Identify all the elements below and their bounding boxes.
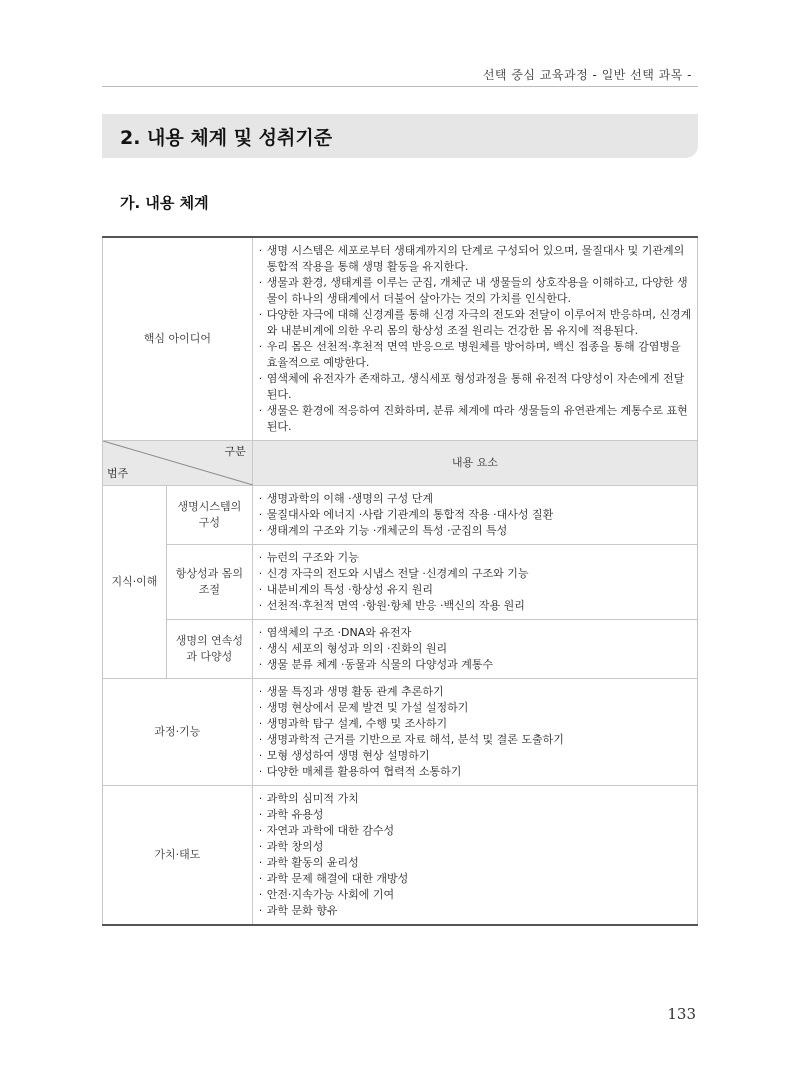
content-item: · 생식 세포의 형성과 의의 ·진화의 원리 xyxy=(259,641,693,657)
core-idea-row xyxy=(103,237,698,441)
content-item: · 생명과학 탐구 설계, 수행 및 조사하기 xyxy=(259,716,693,732)
content-item: · 과학 유용성 xyxy=(259,807,693,823)
content-item: · 다양한 매체를 활용하여 협력적 소통하기 xyxy=(259,764,693,780)
header-category: 범주 xyxy=(107,467,129,480)
section-banner xyxy=(102,114,698,158)
content-item: · 뉴런의 구조와 기능 xyxy=(259,550,693,566)
content-item: · 내분비계의 특성 ·항상성 유지 원리 xyxy=(259,582,693,598)
knowledge-label: 지식·이해 xyxy=(103,486,167,679)
core-idea-label: 핵심 아이디어 xyxy=(103,237,253,441)
content-item: · 생물 분류 체계 ·동물과 식물의 다양성과 계통수 xyxy=(259,657,693,673)
knowledge-sub-label: 생명시스템의 구성 xyxy=(166,486,252,545)
knowledge-items xyxy=(252,545,697,620)
knowledge-items xyxy=(252,620,697,679)
content-item: · 과학 문제 해결에 대한 개방성 xyxy=(259,871,693,887)
content-item: · 염색체의 구조 ·DNA와 유전자 xyxy=(259,625,693,641)
content-item: · 생명과학의 이해 ·생명의 구성 단계 xyxy=(259,491,693,507)
content-item: · 과학 문화 향유 xyxy=(259,903,693,919)
core-idea-item: · 생물은 환경에 적응하여 진화하며, 분류 체계에 따라 생물들의 유연관계는 계통수로 표현된다. xyxy=(259,403,693,435)
values-row xyxy=(103,786,698,926)
content-item: · 자연과 과학에 대한 감수성 xyxy=(259,823,693,839)
content-item: · 모형 생성하여 생명 현상 설명하기 xyxy=(259,748,693,764)
content-item: · 과학 활동의 윤리성 xyxy=(259,855,693,871)
core-idea-item: · 생명 시스템은 세포로부터 생태계까지의 단계로 구성되어 있으며, 물질대사 및 기관계의 통합적 작용을 통해 생명 활동을 유지한다. xyxy=(259,243,693,275)
content-item: · 생명과학적 근거를 기반으로 자료 해석, 분석 및 결론 도출하기 xyxy=(259,732,693,748)
table-header-row xyxy=(103,441,698,486)
content-item: · 과학의 심미적 가치 xyxy=(259,791,693,807)
process-items xyxy=(252,679,697,786)
content-item: · 생명 현상에서 문제 발견 및 가설 설정하기 xyxy=(259,700,693,716)
core-idea-item: · 생물과 환경, 생태계를 이루는 군집, 개체군 내 생물들의 상호작용을 이해하고, 다양한 생물이 하나의 생태계에서 더불어 살아가는 것의 가치를 인식한다. xyxy=(259,275,693,307)
content-item: · 과학 창의성 xyxy=(259,839,693,855)
section-title: 2. 내용 체계 및 성취기준 xyxy=(120,127,333,149)
page-number: 133 xyxy=(667,1005,696,1023)
header-division: 구분 xyxy=(224,445,246,458)
core-idea-item: · 염색체에 유전자가 존재하고, 생식세포 형성과정을 통해 유전적 다양성이 자손에게 전달된다. xyxy=(259,371,693,403)
running-header: 선택 중심 교육과정 - 일반 선택 과목 - xyxy=(482,68,692,82)
knowledge-row xyxy=(103,486,698,545)
process-row xyxy=(103,679,698,786)
values-items xyxy=(252,786,697,926)
content-system-table xyxy=(102,236,698,926)
content-item: · 선천적·후천적 면역 ·항원·항체 반응 ·백신의 작용 원리 xyxy=(259,598,693,614)
content-item: · 신경 자극의 전도와 시냅스 전달 ·신경계의 구조와 기능 xyxy=(259,566,693,582)
knowledge-row xyxy=(103,545,698,620)
header-rule xyxy=(102,86,698,87)
header-content: 내용 요소 xyxy=(252,441,697,486)
content-item: · 안전·지속가능 사회에 기여 xyxy=(259,887,693,903)
values-label: 가치·태도 xyxy=(103,786,253,926)
core-idea-item: · 우리 몸은 선천적·후천적 면역 반응으로 병원체를 방어하며, 백신 접종을 통해 감염병을 효율적으로 예방한다. xyxy=(259,339,693,371)
content-item: · 생태계의 구조와 기능 ·개체군의 특성 ·군집의 특성 xyxy=(259,523,693,539)
content-item: · 물질대사와 에너지 ·사람 기관계의 통합적 작용 ·대사성 질환 xyxy=(259,507,693,523)
core-idea-item: · 다양한 자극에 대해 신경계를 통해 신경 자극의 전도와 전달이 이루어져 반응하며, 신경계와 내분비계에 의한 우리 몸의 항상성 조절 원리는 건강한 몸 유지에 적용된다. xyxy=(259,307,693,339)
knowledge-sub-label: 항상성과 몸의 조절 xyxy=(166,545,252,620)
knowledge-row xyxy=(103,620,698,679)
header-diagonal-cell xyxy=(103,441,253,486)
knowledge-items xyxy=(252,486,697,545)
subsection-title: 가. 내용 체계 xyxy=(120,194,209,212)
core-idea-list xyxy=(252,237,697,441)
knowledge-sub-label: 생명의 연속성과 다양성 xyxy=(166,620,252,679)
process-label: 과정·기능 xyxy=(103,679,253,786)
content-item: · 생물 특징과 생명 활동 관계 추론하기 xyxy=(259,684,693,700)
